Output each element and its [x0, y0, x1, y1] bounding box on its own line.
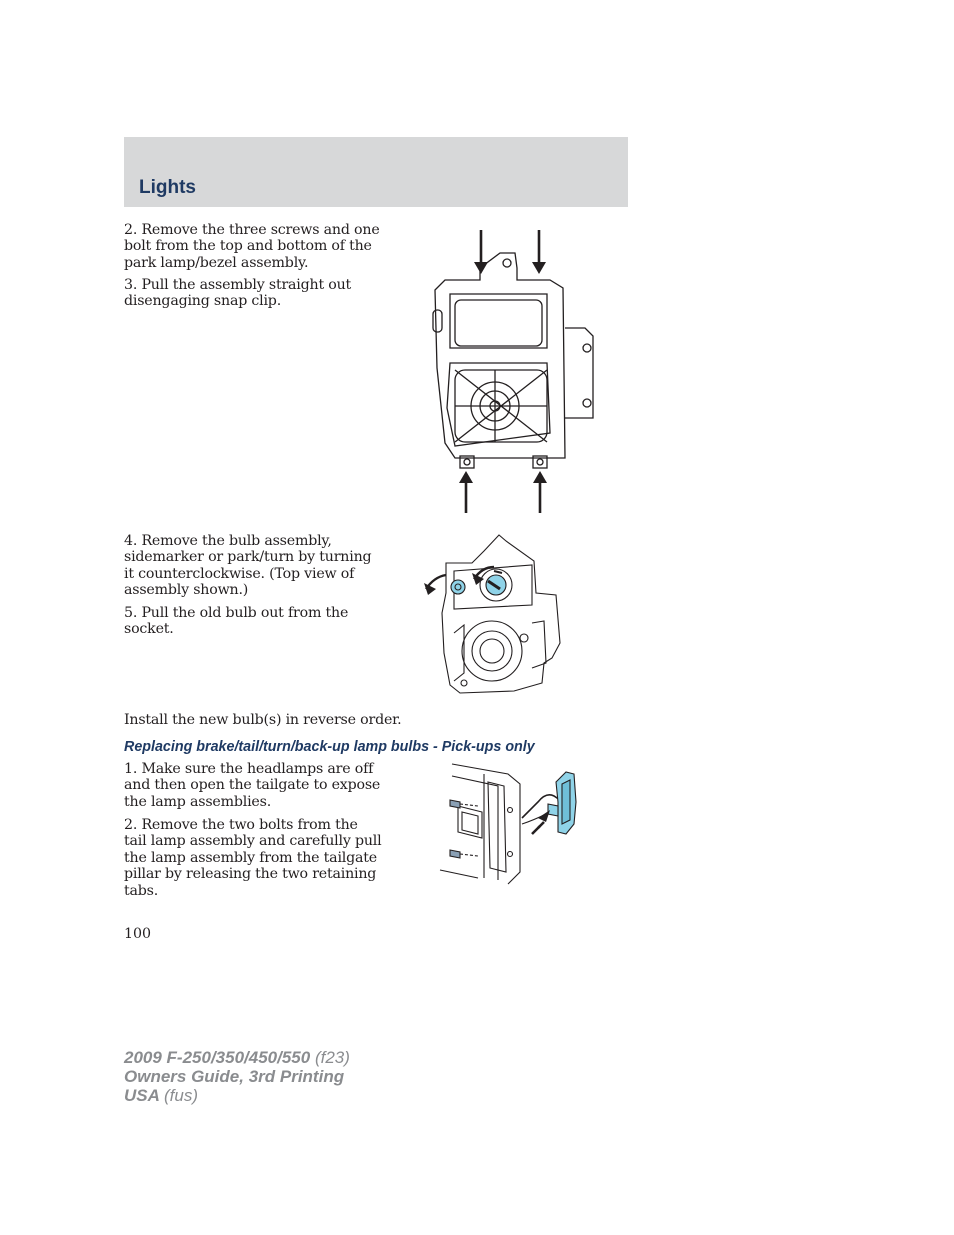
footer-line-guide: Owners Guide, 3rd Printing	[124, 1067, 345, 1086]
park-lamp-bezel-illustration	[425, 228, 600, 515]
step-3-pull-assembly: 3. Pull the assembly straight out disengaging snap clip.	[124, 277, 352, 310]
step-2-remove-bolts: 2. Remove the two bolts from the tail lamp assembly and carefully pull the lamp assembly from the tailgate pillar by releasing the two retaining tabs.	[124, 817, 382, 899]
footer-line-region	[124, 1086, 350, 1105]
footer-model-code: (f23)	[314, 1048, 350, 1067]
section-title: Lights	[139, 177, 196, 198]
tail-lamp-assembly-illustration	[438, 762, 583, 887]
footer-region: USA	[124, 1086, 160, 1105]
step-1-open-tailgate: 1. Make sure the headlamps are off and then open the tailgate to expose the lamp assemblies.	[124, 761, 381, 810]
footer-line-model	[124, 1048, 350, 1067]
install-reverse-order-note: Install the new bulb(s) in reverse order.	[124, 712, 402, 728]
footer-model: 2009 F-250/350/450/550	[124, 1048, 311, 1067]
step-5-pull-old-bulb: 5. Pull the old bulb out from the socket.	[124, 605, 349, 638]
page-number: 100	[124, 926, 152, 942]
footer-publication-info	[124, 1048, 350, 1105]
subheading-replacing-tail-lamp-bulbs: Replacing brake/tail/turn/back-up lamp bulbs - Pick-ups only	[124, 739, 535, 755]
section-header-band	[124, 137, 628, 207]
bulb-assembly-top-view-illustration	[424, 533, 564, 698]
step-4-remove-bulb-assembly: 4. Remove the bulb assembly, sidemarker or park/turn by turning it counterclockwise. (Top view of assembly shown.)	[124, 533, 372, 599]
footer-region-code: (fus)	[164, 1086, 198, 1105]
step-2-remove-screws: 2. Remove the three screws and one bolt from the top and bottom of the park lamp/bezel assembly.	[124, 222, 380, 271]
